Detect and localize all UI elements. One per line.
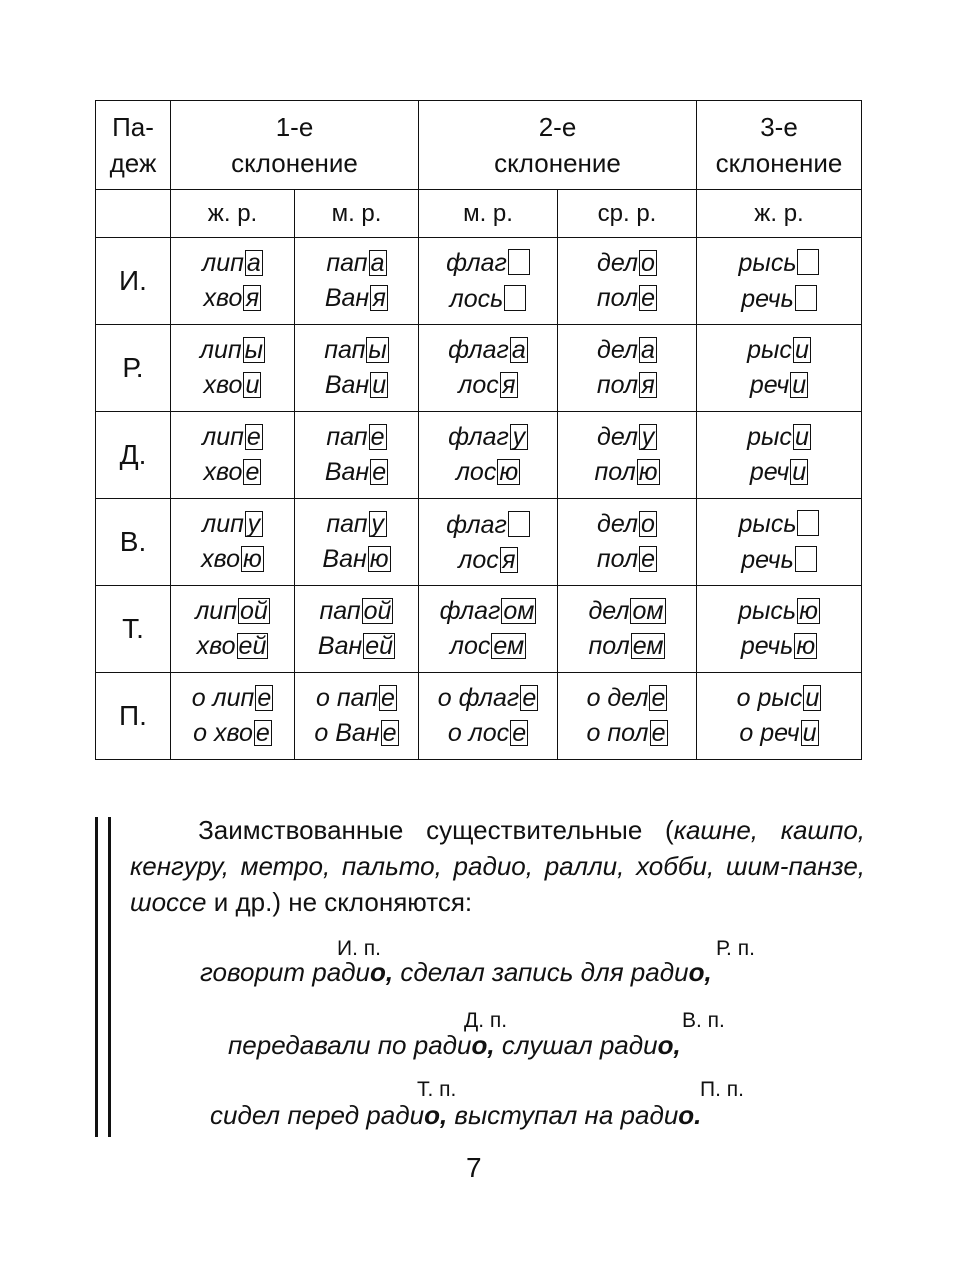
case-label: Д. <box>96 412 171 499</box>
word-stem: речь <box>741 285 794 313</box>
word-cell <box>171 325 295 412</box>
word-form <box>295 333 418 368</box>
gender-label: ж. р. <box>697 190 862 238</box>
word-form <box>295 455 418 490</box>
case-label: В. п. <box>682 1009 725 1032</box>
word-form <box>558 681 696 716</box>
word-stem: о хво <box>193 719 253 747</box>
ending-box: ой <box>239 597 268 625</box>
word-cell <box>419 499 558 586</box>
ending-box: ем <box>493 632 525 660</box>
example-text: сидел перед ради <box>210 1100 425 1130</box>
word-cell <box>697 238 862 325</box>
word-cell <box>171 238 295 325</box>
word-stem: о реч <box>739 719 800 747</box>
word-stem: рысь <box>738 510 797 538</box>
ending-box: о <box>639 250 657 276</box>
word-stem: лос <box>458 371 499 399</box>
word-stem: лип <box>195 597 237 625</box>
ending-box: я <box>500 372 518 398</box>
gender-label: ср. р. <box>558 190 697 238</box>
ending-box: ю <box>243 545 262 573</box>
word-stem: пап <box>326 249 368 277</box>
ending-box: и <box>801 720 819 746</box>
word-stem: рысь <box>738 597 797 625</box>
word-stem: хво <box>203 458 243 486</box>
ending-box: я <box>370 285 388 311</box>
word-form <box>419 629 557 664</box>
word-form <box>697 542 861 578</box>
case-label: В. <box>96 499 171 586</box>
declension-3-header: 3-е склонение <box>697 101 862 190</box>
example-text: передавали по ради <box>228 1030 472 1060</box>
word-form <box>419 281 557 317</box>
word-stem: пол <box>594 458 636 486</box>
word-form <box>558 333 696 368</box>
word-stem: речь <box>741 546 794 574</box>
case-label: Д. п. <box>464 1009 508 1032</box>
word-form <box>558 716 696 751</box>
word-stem: Ван <box>317 632 363 660</box>
page-number: 7 <box>466 1152 482 1183</box>
word-form <box>558 594 696 629</box>
word-form <box>295 681 418 716</box>
word-cell <box>419 673 558 760</box>
example-ending: о, <box>424 1100 448 1130</box>
word-stem: лип <box>202 423 244 451</box>
case-row <box>96 499 862 586</box>
word-form <box>171 420 294 455</box>
example-text: говорит ради <box>200 957 371 987</box>
word-form <box>419 716 557 751</box>
word-stem: флаг <box>446 249 507 277</box>
word-stem: флаг <box>448 336 509 364</box>
word-stem: о лип <box>191 684 255 712</box>
word-stem: реч <box>749 458 790 486</box>
ending-box: е <box>510 720 528 746</box>
word-stem: пап <box>326 423 368 451</box>
ending-box <box>797 510 819 536</box>
rule-examples: кашне, кашпо, кенгуру, метро, пальто, радио, ралли, хобби, шим-панзе, шоссе <box>130 815 866 917</box>
word-cell <box>558 325 697 412</box>
ending-box: е <box>370 459 388 485</box>
word-stem: лип <box>202 249 244 277</box>
word-form <box>295 507 418 542</box>
word-cell <box>171 412 295 499</box>
word-stem: рыс <box>747 336 792 364</box>
declension-2-header: 2-е склонение <box>419 101 697 190</box>
word-form <box>295 542 418 577</box>
ending-box: ом <box>632 597 664 625</box>
word-stem: реч <box>749 371 790 399</box>
ending-box: ю <box>799 597 818 625</box>
ending-box: ой <box>363 597 392 625</box>
word-stem: хво <box>203 371 243 399</box>
word-form <box>419 681 557 716</box>
word-stem: Ван <box>324 458 370 486</box>
word-form <box>419 594 557 629</box>
word-form <box>171 368 294 403</box>
example-line-1 <box>200 957 712 988</box>
ending-box: и <box>793 424 811 450</box>
declension-1-header: 1-е склонение <box>171 101 419 190</box>
word-form <box>295 281 418 316</box>
word-cell <box>697 586 862 673</box>
word-stem: дел <box>597 336 638 364</box>
ending-box: ем <box>632 632 664 660</box>
ending-box: е <box>245 424 263 450</box>
case-label: Р. <box>96 325 171 412</box>
word-cell <box>697 673 862 760</box>
word-form <box>295 368 418 403</box>
ending-box: е <box>379 685 397 711</box>
word-stem: флаг <box>448 423 509 451</box>
empty-cell <box>96 190 171 238</box>
ending-box: ю <box>499 458 519 486</box>
ending-box: е <box>254 720 272 746</box>
word-stem: Ван <box>324 284 370 312</box>
word-form <box>171 455 294 490</box>
word-stem: лос <box>449 632 491 660</box>
word-cell <box>295 325 419 412</box>
word-cell <box>295 673 419 760</box>
word-cell <box>419 586 558 673</box>
example-text: слушал ради <box>494 1030 658 1060</box>
word-form <box>697 245 861 281</box>
rule-paragraph <box>130 812 865 920</box>
case-row <box>96 586 862 673</box>
word-stem: дел <box>597 249 638 277</box>
word-form <box>558 455 696 490</box>
word-stem: речь <box>740 632 794 660</box>
word-stem: дел <box>597 423 638 451</box>
ending-box: е <box>639 285 657 311</box>
ending-box <box>508 511 530 537</box>
word-form <box>419 368 557 403</box>
word-form <box>697 594 861 629</box>
example-ending: о, <box>657 1030 681 1060</box>
word-form <box>419 245 557 281</box>
word-form <box>295 629 418 664</box>
word-form <box>295 594 418 629</box>
example-line-3 <box>210 1100 701 1131</box>
word-stem: рысь <box>738 249 797 277</box>
case-row <box>96 325 862 412</box>
word-cell <box>419 325 558 412</box>
ending-box: е <box>243 459 261 485</box>
ending-box: и <box>803 685 821 711</box>
word-stem: о пап <box>316 684 378 712</box>
ending-box: о <box>639 511 657 537</box>
word-stem: Ван <box>324 371 370 399</box>
word-form <box>558 246 696 281</box>
word-stem: дел <box>588 597 630 625</box>
ending-box: ю <box>638 458 658 486</box>
word-form <box>171 281 294 316</box>
word-form <box>419 420 557 455</box>
word-form <box>697 716 861 751</box>
ending-box <box>504 285 526 311</box>
ending-box: и <box>370 372 388 398</box>
case-label: П. п. <box>700 1078 744 1101</box>
word-stem: хво <box>203 284 243 312</box>
case-label: Р. п. <box>716 937 755 960</box>
word-stem: пап <box>326 510 368 538</box>
ending-box: е <box>520 685 538 711</box>
word-cell <box>171 673 295 760</box>
gender-label: м. р. <box>295 190 419 238</box>
word-form <box>697 681 861 716</box>
word-form <box>697 629 861 664</box>
ending-box <box>795 285 817 311</box>
rule-lead: Заимствованные существительные ( <box>198 815 674 845</box>
ending-box <box>797 249 819 275</box>
word-stem: о лос <box>447 719 510 747</box>
ending-box: е <box>369 424 387 450</box>
word-stem: о пол <box>586 719 649 747</box>
word-form <box>558 507 696 542</box>
ending-box: ю <box>796 632 816 660</box>
case-label: И. п. <box>337 937 381 960</box>
case-row <box>96 673 862 760</box>
example-ending: о, <box>370 957 394 987</box>
word-stem: хво <box>196 632 236 660</box>
example-ending: о, <box>688 957 712 987</box>
word-cell <box>558 238 697 325</box>
word-stem: флаг <box>439 597 501 625</box>
word-cell <box>419 412 558 499</box>
word-form <box>558 629 696 664</box>
ending-box: я <box>500 547 518 573</box>
ending-box: е <box>650 720 668 746</box>
ending-box: у <box>369 511 387 537</box>
case-label: Т. <box>96 586 171 673</box>
word-form <box>171 629 294 664</box>
ending-box: у <box>639 424 657 450</box>
word-form <box>419 333 557 368</box>
ending-box: и <box>243 372 261 398</box>
word-cell <box>295 499 419 586</box>
example-line-2 <box>228 1030 681 1061</box>
word-cell <box>171 586 295 673</box>
word-cell <box>295 238 419 325</box>
ending-box: ю <box>369 545 389 573</box>
word-form <box>697 333 861 368</box>
rule-tail: и др.) не склоняются: <box>206 887 473 917</box>
ending-box: а <box>245 250 263 276</box>
word-stem: лос <box>458 545 499 574</box>
case-row <box>96 238 862 325</box>
word-form <box>295 246 418 281</box>
word-stem: Ван <box>322 545 367 573</box>
word-form <box>697 455 861 490</box>
ending-box: ом <box>503 597 535 625</box>
ending-box: и <box>790 459 808 485</box>
rule-margin-bars <box>95 817 111 1137</box>
word-cell <box>558 499 697 586</box>
word-cell <box>558 673 697 760</box>
word-stem: о рыс <box>736 684 803 712</box>
example-ending: о. <box>678 1100 702 1130</box>
case-column-header: Па- деж <box>96 101 171 190</box>
example-text: сделал запись для ради <box>393 957 689 987</box>
word-stem: лип <box>202 510 244 538</box>
word-form <box>697 281 861 317</box>
word-stem: хво <box>201 545 241 573</box>
example-ending: о, <box>471 1030 495 1060</box>
word-form <box>697 506 861 542</box>
ending-box: я <box>243 285 261 311</box>
case-label: И. <box>96 238 171 325</box>
case-label: Т. п. <box>417 1078 457 1101</box>
word-cell <box>558 586 697 673</box>
declension-table <box>95 100 862 760</box>
word-cell <box>295 586 419 673</box>
word-form <box>295 420 418 455</box>
word-stem: пап <box>319 597 361 625</box>
ending-box: ей <box>365 632 394 660</box>
word-form <box>419 507 557 543</box>
word-cell <box>171 499 295 586</box>
word-stem: о Ван <box>314 719 380 747</box>
word-stem: пол <box>588 632 630 660</box>
word-form <box>171 594 294 629</box>
word-stem: пол <box>596 371 639 399</box>
word-form <box>558 542 696 577</box>
word-stem: лось <box>449 285 504 313</box>
word-cell <box>295 412 419 499</box>
word-cell <box>697 412 862 499</box>
ending-box: а <box>510 337 528 363</box>
example-text: выступал на ради <box>447 1100 679 1130</box>
word-form <box>558 368 696 403</box>
ending-box: ей <box>238 632 267 660</box>
word-stem: лип <box>199 336 242 364</box>
gender-row <box>96 190 862 238</box>
word-form <box>419 543 557 578</box>
word-form <box>558 281 696 316</box>
word-cell <box>558 412 697 499</box>
ending-box <box>508 249 530 275</box>
word-stem: дел <box>597 510 638 538</box>
word-stem: пол <box>596 545 639 573</box>
word-form <box>171 507 294 542</box>
word-stem: пап <box>324 336 366 364</box>
word-stem: о флаг <box>437 684 520 712</box>
word-form <box>171 716 294 751</box>
word-stem: о дел <box>586 684 649 712</box>
gender-label: м. р. <box>419 190 558 238</box>
ending-box: у <box>245 511 263 537</box>
header-row <box>96 101 862 190</box>
ending-box: а <box>639 337 657 363</box>
word-form <box>171 246 294 281</box>
ending-box: и <box>790 372 808 398</box>
ending-box: е <box>649 685 667 711</box>
ending-box <box>795 546 817 572</box>
word-form <box>171 333 294 368</box>
word-form <box>171 681 294 716</box>
word-form <box>419 455 557 490</box>
word-stem: рыс <box>747 423 792 451</box>
word-cell <box>697 325 862 412</box>
word-form <box>295 716 418 751</box>
ending-box: е <box>381 720 399 746</box>
word-cell <box>419 238 558 325</box>
word-form <box>558 420 696 455</box>
ending-box: ы <box>244 336 264 364</box>
ending-box: е <box>255 685 273 711</box>
word-form <box>697 420 861 455</box>
case-label: П. <box>96 673 171 760</box>
word-cell <box>697 499 862 586</box>
case-row <box>96 412 862 499</box>
ending-box: а <box>369 250 387 276</box>
word-stem: лос <box>455 458 497 486</box>
word-stem: флаг <box>446 510 507 539</box>
ending-box: е <box>639 546 657 572</box>
word-stem: пол <box>596 284 639 312</box>
word-form <box>171 542 294 577</box>
ending-box: и <box>793 337 811 363</box>
word-form <box>697 368 861 403</box>
ending-box: ы <box>368 336 387 364</box>
ending-box: у <box>510 424 528 450</box>
gender-label: ж. р. <box>171 190 295 238</box>
ending-box: я <box>639 372 657 398</box>
